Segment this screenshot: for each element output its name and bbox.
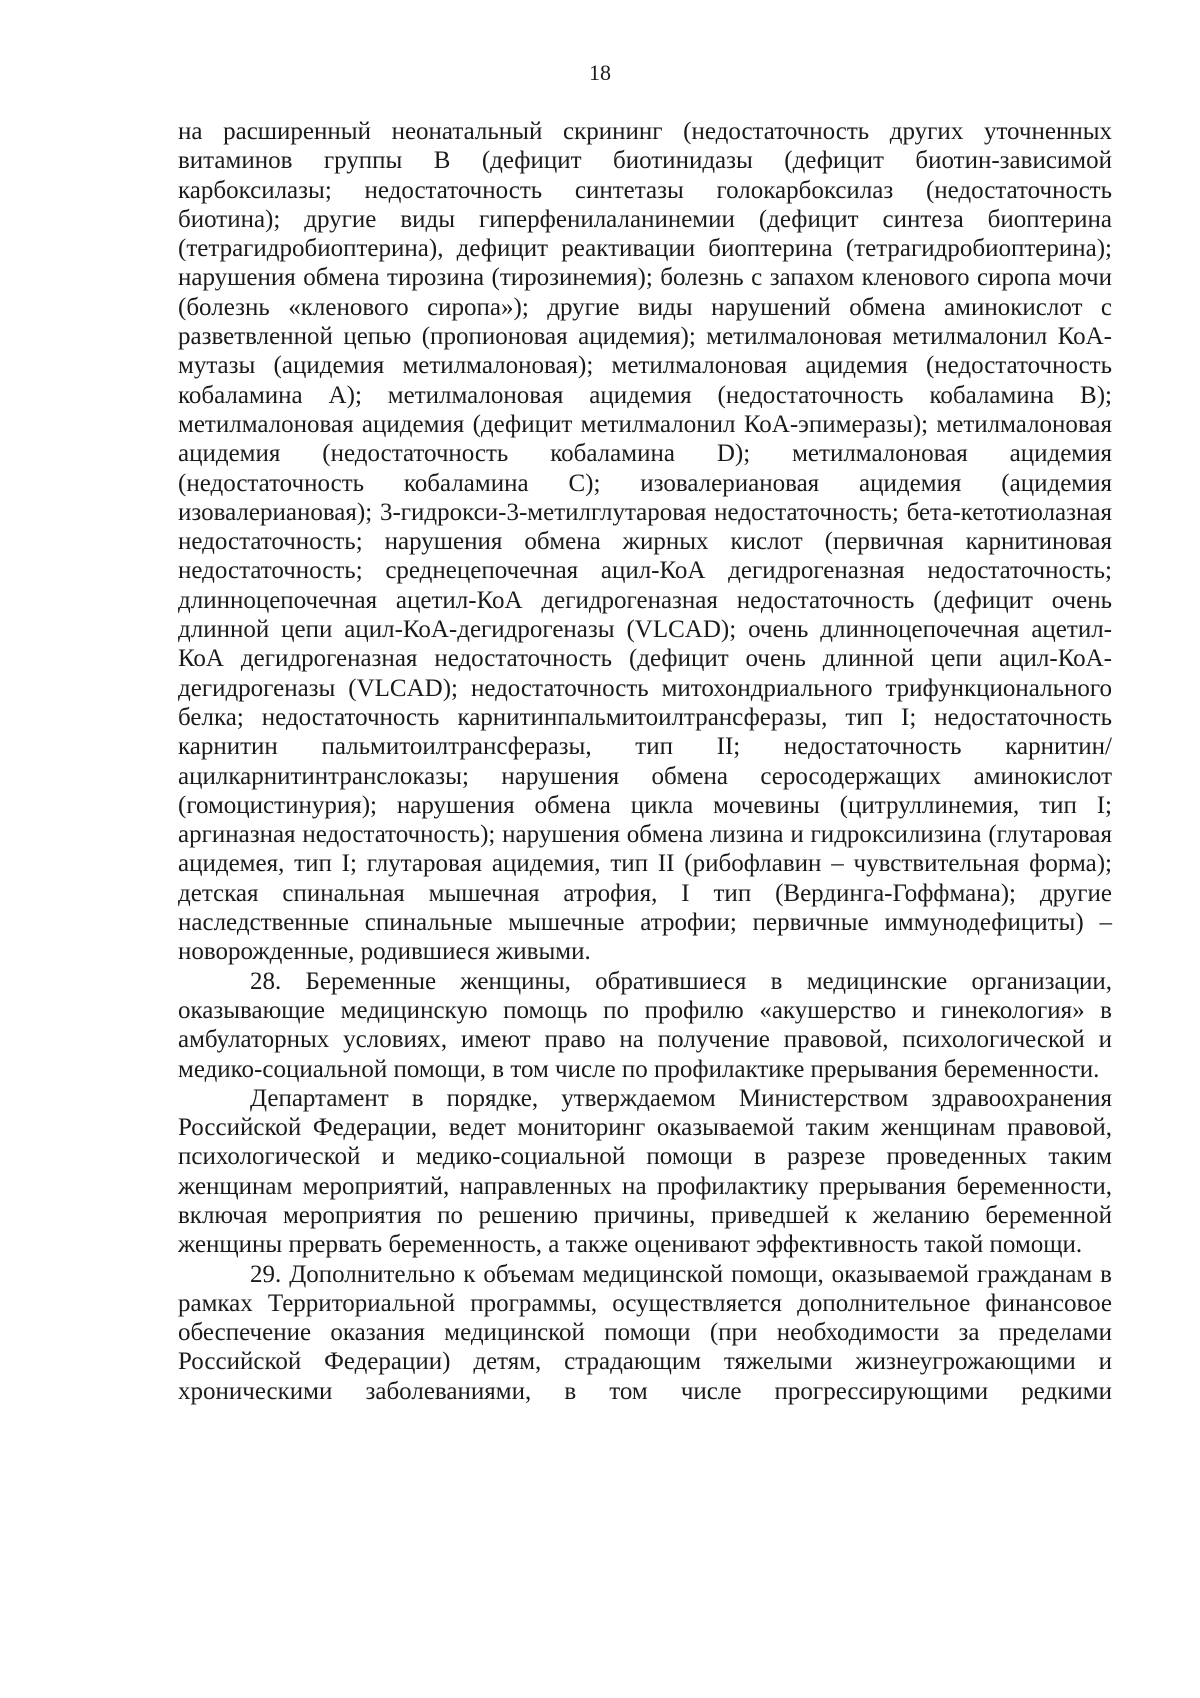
document-body [178,117,1112,1406]
paragraph-department-monitoring: Департамент в порядке, утверждаемом Министерством здравоохранения Российской Федерации, ведет мониторинг оказываемой таким женщинам правовой, психологической и медико-социальной помощи в разрезе проведенных таким женщинам мероприятий, направленных на профилактику прерывания беременности, включая мероприятия по решению причины, приведшей к желанию беременной женщины прервать беременность, а также оценивают эффективность такой помощи. [178,1084,1112,1259]
page-number: 18 [589,60,611,85]
paragraph-item-28: 28. Беременные женщины, обратившиеся в медицинские организации, оказывающие медицинскую помощь по профилю «акушерство и гинекология» в амбулаторных условиях, имеют право на получение правовой, психологической и медико-социальной помощи, в том числе по профилактике прерывания беременности. [178,967,1112,1083]
paragraph-item-29: 29. Дополнительно к объемам медицинской помощи, оказываемой гражданам в рамках Территориальной программы, осуществляется дополнительное финансовое обеспечение оказания медицинской помощи (при необходимости за пределами Российской Федерации) детям, страдающим тяжелыми жизнеугрожающими и хроническими заболеваниями, в том числе прогрессирующими редкими [178,1260,1112,1405]
paragraph-newborn-screening: на расширенный неонатальный скрининг (недостаточность других уточненных витаминов группы B (дефицит биотинидазы (дефицит биотин-зависимой карбоксилазы; недостаточность синтетазы голокарбоксилаз (недостаточность биотина); другие виды гиперфенилаланинемии (дефицит синтеза биоптерина (тетрагидробиоптерина), дефицит реактивации биоптерина (тетрагидробиоптерина); нарушения обмена тирозина (тирозинемия); болезнь с запахом кленового сиропа мочи (болезнь «кленового сиропа»); другие виды нарушений обмена аминокислот с разветвленной цепью (пропионовая ацидемия); метилмалоновая метилмалонил КоА-мутазы (ацидемия метилмалоновая); метилмалоновая ацидемия (недостаточность кобаламина А); метилмалоновая ацидемия (недостаточность кобаламина В); метилмалоновая ацидемия (дефицит метилмалонил КоА-эпимеразы); метилмалоновая ацидемия (недостаточность кобаламина D); метилмалоновая ацидемия (недостаточность кобаламина С); изовалериановая ацидемия (ацидемия изовалериановая); 3-гидрокси-3-метилглутаровая недостаточность; бета-кетотиолазная недостаточность; нарушения обмена жирных кислот (первичная карнитиновая недостаточность; среднецепочечная ацил-КоА дегидрогеназная недостаточность; длинноцепочечная ацетил-КоА дегидрогеназная недостаточность (дефицит очень длинной цепи ацил-КоА-дегидрогеназы (VLCAD); очень длинноцепочечная ацетил-КоА дегидрогеназная недостаточность (дефицит очень длинной цепи ацил-КоА-дегидрогеназы (VLCAD); недостаточность митохондриального трифункционального белка; недостаточность карнитинпальмитоилтрансферазы, тип I; недостаточность карнитин пальмитоилтрансферазы, тип II; недостаточность карнитин/ацилкарнитинтранслоказы; нарушения обмена серосодержащих аминокислот (гомоцистинурия); нарушения обмена цикла мочевины (цитруллинемия, тип I; аргиназная недостаточность); нарушения обмена лизина и гидроксилизина (глутаровая ацидемея, тип I; глутаровая ацидемия, тип II (рибофлавин – чувствительная форма); детская спинальная мышечная атрофия, I тип (Вердинга-Гоффмана); другие наследственные спинальные мышечные атрофии; первичные иммунодефициты) – новорожденные, родившиеся живыми. [178,118,1112,966]
